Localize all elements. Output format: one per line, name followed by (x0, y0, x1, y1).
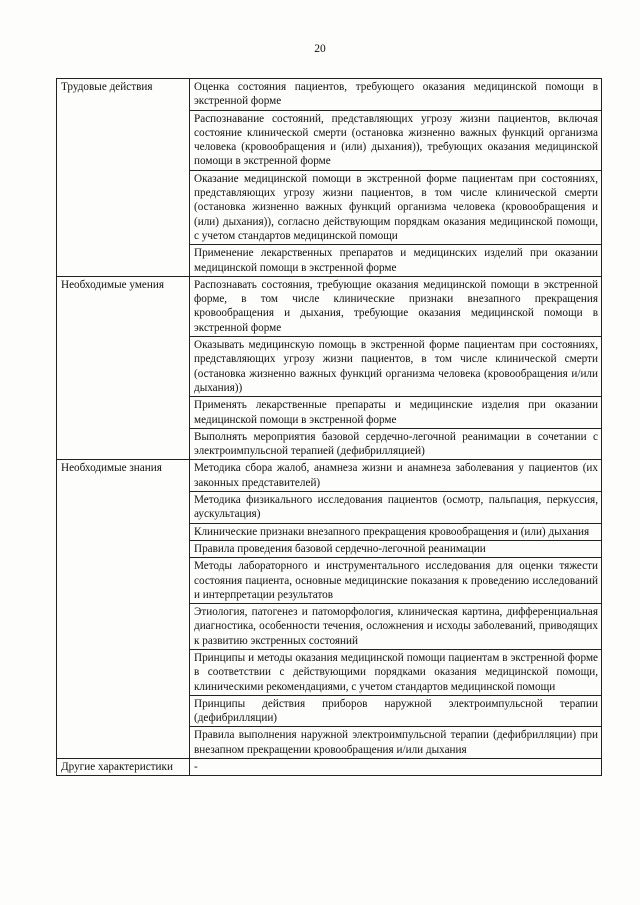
competency-table (56, 78, 602, 776)
section-item: Применять лекарственные препараты и медицинские изделия при оказании медицинской помощи в экстренной форме (190, 397, 602, 429)
section-item: Принципы и методы оказания медицинской помощи пациентам в экстренной форме в соответствии с действующими порядками оказания медицинской помощи, клиническими рекомендациями, с учетом стандартов медицинской помощи (190, 649, 602, 695)
section-item: Правила выполнения наружной электроимпульсной терапии (дефибрилляции) при внезапном прекращении кровообращения и/или дыхания (190, 727, 602, 759)
section-item: Применение лекарственных препаратов и медицинских изделий при оказании медицинской помощи в экстренной форме (190, 245, 602, 277)
section-label: Необходимые знания (57, 460, 190, 759)
section-item: Оказание медицинской помощи в экстренной форме пациентам при состояниях, представляющих угрозу жизни пациентов, в том числе клинической смерти (остановка жизненно важных функций организма человека (кровообращения и (или) дыхания)), согласно действующим порядкам оказания медицинской помощи, с учетом стандартов медицинской помощи (190, 170, 602, 244)
section-item: Оказывать медицинскую помощь в экстренной форме пациентам при состояниях, представляющих угрозу жизни пациентов, в том числе клинической смерти (остановка жизненно важных функций организма человека (кровообращения и/или дыхания)) (190, 337, 602, 397)
table-row (57, 759, 602, 776)
page-number: 20 (314, 43, 326, 55)
section-label: Другие характеристики (57, 759, 190, 776)
section-item: Методика физикального исследования пациентов (осмотр, пальпация, перкуссия, аускультация) (190, 492, 602, 524)
section-item: - (190, 759, 602, 776)
section-label: Необходимые умения (57, 276, 190, 460)
section-item: Оценка состояния пациентов, требующего оказания медицинской помощи в экстренной форме (190, 79, 602, 111)
section-item: Выполнять мероприятия базовой сердечно-легочной реанимации в сочетании с электроимпульсной терапией (дефибрилляцией) (190, 428, 602, 460)
section-item: Принципы действия приборов наружной электроимпульсной терапии (дефибрилляции) (190, 695, 602, 727)
section-item: Методы лабораторного и инструментального исследования для оценки тяжести состояния пациента, основные медицинские показания к проведению исследований и интерпретации результатов (190, 558, 602, 604)
section-item: Распознавание состояний, представляющих угрозу жизни пациентов, включая состояние клинической смерти (остановка жизненно важных функций организма человека (кровообращения и (или) дыхания)), требующих оказания медицинской помощи в экстренной форме (190, 110, 602, 170)
section-item: Клинические признаки внезапного прекращения кровообращения и (или) дыхания (190, 523, 602, 540)
section-item: Методика сбора жалоб, анамнеза жизни и анамнеза заболевания у пациентов (их законных представителей) (190, 460, 602, 492)
table-row (57, 460, 602, 492)
competency-table-body (57, 79, 602, 776)
section-item: Распознавать состояния, требующие оказания медицинской помощи в экстренной форме, в том числе клинические признаки внезапного прекращения кровообращения и дыхания, требующие оказания медицинской помощи в экстренной форме (190, 276, 602, 336)
section-item: Этиология, патогенез и патоморфология, клиническая картина, дифференциальная диагностика, особенности течения, осложнения и исходы заболеваний, приводящих к развитию экстренных состояний (190, 604, 602, 650)
section-item: Правила проведения базовой сердечно-легочной реанимации (190, 540, 602, 557)
table-row (57, 79, 602, 111)
table-row (57, 276, 602, 336)
section-label: Трудовые действия (57, 79, 190, 277)
